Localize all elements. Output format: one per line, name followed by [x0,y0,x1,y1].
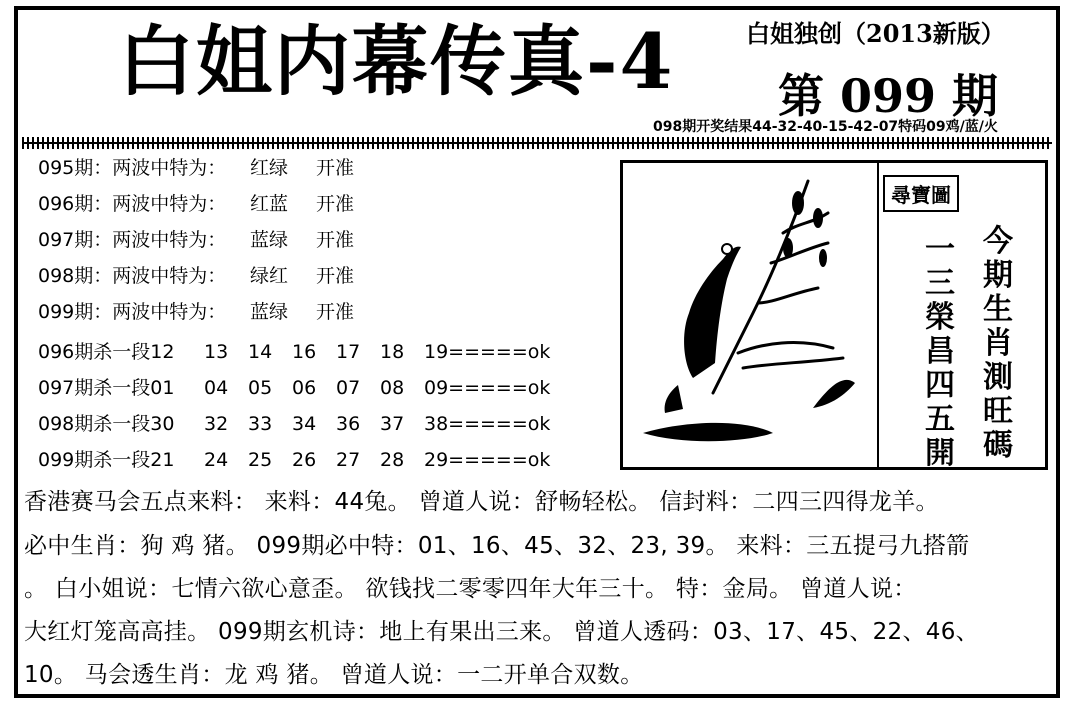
issue-number: 第 099 期 [778,69,999,123]
panel-divider [877,163,879,467]
kill-number: 06 [292,377,317,399]
kill-label: 096期杀一段12 [38,341,175,363]
kill-number: 37 [380,413,405,435]
paragraph-line: 大红灯笼高高挂。 099期玄机诗：地上有果出三来。 曾道人透码：03、17、45、22、46、 [24,619,979,645]
wave-status: 开准 [316,265,355,287]
treasure-map-box [620,160,1048,470]
kill-number: 28 [380,449,405,471]
wave-value: 红蓝 [250,193,289,215]
paragraph-line: 10。 马会透生肖：龙 鸡 猪。 曾道人说：一二开单合双数。 [24,662,644,688]
wave-label: 099期：两波中特为： [38,301,227,323]
kill-number: 36 [336,413,361,435]
page-title: 白姐内幕传真-4 [118,17,675,106]
kill-number: 32 [204,413,229,435]
kill-hit: 19=====ok [424,341,551,363]
wave-label: 098期：两波中特为： [38,265,227,287]
kill-number: 13 [204,341,229,363]
decorative-divider [22,137,1052,149]
kill-number: 07 [336,377,361,399]
paragraph-line: 必中生肖：狗 鸡 猪。 099期必中特：01、16、45、32、23, 39。 来料：三五提弓九搭箭 [24,533,970,559]
bird-illustration [623,163,873,463]
kill-number: 27 [336,449,361,471]
previous-result: 098期开奖结果44-32-40-15-42-07特码09鸡/蓝/火 [653,119,998,135]
wave-value: 绿红 [250,265,289,287]
kill-hit: 29=====ok [424,449,551,471]
kill-number: 33 [248,413,273,435]
paragraph-line: 香港赛马会五点来料： 来料：44兔。 曾道人说：舒畅轻松。 信封料：二四三四得龙羊。 [24,489,939,515]
kill-number: 17 [336,341,361,363]
wave-value: 蓝绿 [250,301,289,323]
wave-status: 开准 [316,229,355,251]
wave-status: 开准 [316,193,355,215]
kill-number: 14 [248,341,273,363]
kill-number: 08 [380,377,405,399]
wave-label: 095期：两波中特为： [38,157,227,179]
kill-number: 34 [292,413,317,435]
wave-value: 蓝绿 [250,229,289,251]
kill-label: 098期杀一段30 [38,413,175,435]
kill-hit: 09=====ok [424,377,551,399]
treasure-map-seal: 尋寶圖 [883,175,959,212]
wave-label: 096期：两波中特为： [38,193,227,215]
kill-label: 099期杀一段21 [38,449,175,471]
kill-number: 24 [204,449,229,471]
wave-status: 开准 [316,157,355,179]
kill-number: 05 [248,377,273,399]
kill-number: 25 [248,449,273,471]
paragraph-line: 。 白小姐说：七情六欲心意歪。 欲钱找二零零四年大年三十。 特：金局。 曾道人说： [24,576,917,602]
kill-number: 26 [292,449,317,471]
kill-number: 18 [380,341,405,363]
wave-status: 开准 [316,301,355,323]
edition-label: 白姐独创（2013新版） [746,19,1005,48]
wave-value: 红绿 [250,157,289,179]
kill-hit: 38=====ok [424,413,551,435]
kill-label: 097期杀一段01 [38,377,175,399]
kill-number: 16 [292,341,317,363]
zodiac-prediction-heading: 今期生肖測旺碼 [983,224,1013,463]
kill-number: 04 [204,377,229,399]
wave-label: 097期：两波中特为： [38,229,227,251]
zodiac-prediction-verse: 一三榮昌四五開 [925,232,955,471]
